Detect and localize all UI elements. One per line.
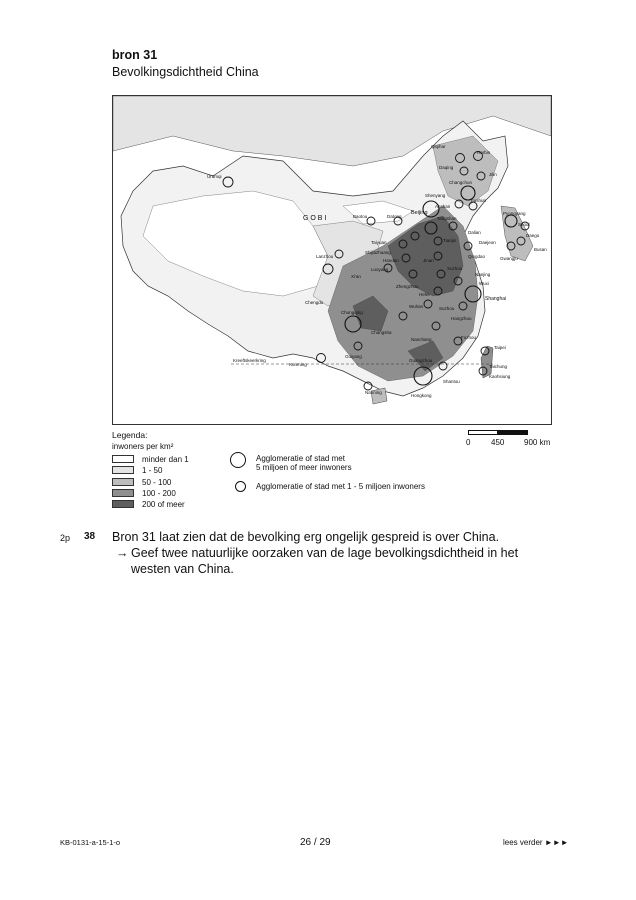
scale-bar <box>440 430 552 450</box>
map-label-shenyang: Shenyang <box>425 193 446 198</box>
map-label-gobi: G O B I <box>303 215 327 222</box>
legend-class-3 <box>112 477 171 487</box>
footer-page-number: 26 / 29 <box>300 837 331 848</box>
map-label-dalian: Dalian <box>468 230 481 235</box>
map-label-zhengzhou: Zhengzhou <box>396 284 419 289</box>
china-population-map <box>112 95 552 425</box>
map-label-shanghai: Shanghai <box>485 296 507 302</box>
map-label-kaohsiung: Kaohsiung <box>489 374 511 379</box>
legend-class-label: 50 - 100 <box>142 477 172 487</box>
question-task-line1: Geef twee natuurlijke oorzaken van de lage bevolkingsdichtheid in het <box>131 546 519 560</box>
legend-class-5 <box>112 499 185 509</box>
question-number: 38 <box>84 531 96 542</box>
map-label-changsha: Changsha <box>371 330 392 335</box>
legend-swatch <box>112 500 134 508</box>
scale-segment-light <box>468 430 498 435</box>
map-label-changchun: Changchun <box>449 180 473 185</box>
map-label-guangzhou: Guangzhou <box>409 358 433 363</box>
question-task-line2: westen van China. <box>131 562 234 576</box>
footer-continue: lees verder ►►► <box>503 838 569 847</box>
map-label-daegu: Daegu <box>526 233 540 238</box>
map-label-baotou: Baotou <box>353 214 368 219</box>
map-label-taichung: Taichung <box>489 364 508 369</box>
legend-swatch <box>112 478 134 486</box>
map-label-nanchang: Nanchang <box>411 337 432 342</box>
map-label-lanzhou: Lanzhou <box>316 254 334 259</box>
legend-big-circle-line2: 5 miljoen of meer inwoners <box>256 463 352 472</box>
scale-zero: 0 <box>466 438 471 447</box>
map-label-pyongyang: Pyongyang <box>503 211 526 216</box>
map-label-datong: Datong <box>387 214 402 219</box>
map-label-shijiazhuang: Shijiazhuang <box>365 250 391 255</box>
scale-end: 900 km <box>524 438 551 447</box>
map-label-kunming: Kunming <box>289 362 307 367</box>
map-label-seoul: Seoul <box>518 222 530 227</box>
map-label-suzhou: Suzhou <box>439 306 455 311</box>
source-subtitle: Bevolkingsdichtheid China <box>112 65 259 79</box>
map-label-jinan: Jinan <box>423 258 434 263</box>
legend-swatch <box>112 489 134 497</box>
map-label-nanning: Nanning <box>365 390 382 395</box>
footer-exam-code: KB-0131-a-15-1-o <box>60 838 121 847</box>
map-label-qiqihar: Qiqihar <box>431 144 446 149</box>
map-label-tangshan: Tangshan <box>437 216 457 221</box>
legend-small-circle-label: Agglomeratie of stad met 1 - 5 miljoen inwoners <box>256 482 425 491</box>
map-label-xuzhou: Xuzhou <box>447 266 463 271</box>
map-label-chengdu: Chengdu <box>305 300 324 305</box>
map-label-qingdao: Qingdao <box>468 254 486 259</box>
legend-class-label: 1 - 50 <box>142 465 163 475</box>
question-text: Bron 31 laat zien dat de bevolking erg ongelijk gespreid is over China. <box>112 530 500 544</box>
map-label-jilin: Jilin <box>489 172 497 177</box>
map-label-harbin: Harbin <box>477 150 491 155</box>
map-label-wuhan: Wuhan <box>409 304 424 309</box>
arrow-icon: → <box>116 546 129 560</box>
map-label-fushun: Fushun <box>471 198 487 203</box>
scale-mid: 450 <box>491 438 505 447</box>
map-label-handan: Handan <box>383 258 399 263</box>
map-label-hangzhou: Hangzhou <box>451 316 472 321</box>
map-label-beijing: Beijing <box>411 210 428 216</box>
legend-swatch <box>112 455 134 463</box>
legend-unit: inwoners per km² <box>112 442 174 451</box>
legend-small-circle-icon <box>235 481 246 492</box>
legend-swatch <box>112 466 134 474</box>
scale-segment-dark <box>498 430 528 435</box>
map-label-busan: Busan <box>534 247 547 252</box>
map-label-daejeon: Daejeon <box>479 240 496 245</box>
map-label-wuxi: Wuxi <box>479 281 489 286</box>
map-label-hongkong: Hongkong <box>411 393 432 398</box>
legend-class-label: 100 - 200 <box>142 488 176 498</box>
question-points: 2p <box>60 533 71 543</box>
map-label-kreeftskeerkring: Kreeftskeerkring <box>233 358 266 363</box>
map-label-chongqing: Chongqing <box>341 310 363 315</box>
map-label-fuzhou: Fuzhou <box>461 335 477 340</box>
map-label-nanjing: Nanjing <box>475 272 491 277</box>
legend-class-1 <box>112 454 189 464</box>
map-label-taiyuan: Taiyuan <box>371 240 387 245</box>
legend-title: Legenda: <box>112 430 148 440</box>
legend-class-label: minder dan 1 <box>142 454 189 464</box>
map-label-guiyang: Guiyang <box>345 354 362 359</box>
legend-big-circle-line1: Agglomeratie of stad met <box>256 454 345 463</box>
legend-class-label: 200 of meer <box>142 499 185 509</box>
legend-class-2 <box>112 465 162 475</box>
map-label-xian: Xi'an <box>351 274 361 279</box>
map-label-anshan: Anshan <box>435 204 451 209</box>
legend-class-4 <box>112 488 176 498</box>
legend-big-circle-icon <box>230 452 246 468</box>
source-title: bron 31 <box>112 48 158 62</box>
map-label-gwangju: Gwangju <box>500 256 518 261</box>
map-label-taipei: Taipei <box>494 345 506 350</box>
map-label-hefei: Hefei <box>419 292 430 297</box>
map-label-tianjin: Tianjin <box>443 238 457 243</box>
map-label-luoyang: Luoyang <box>371 267 389 272</box>
map-label-daqing: Daqing <box>439 165 454 170</box>
map-label-urumqi: Ürümqi <box>207 174 222 179</box>
map-label-shantou: Shantou <box>443 379 460 384</box>
